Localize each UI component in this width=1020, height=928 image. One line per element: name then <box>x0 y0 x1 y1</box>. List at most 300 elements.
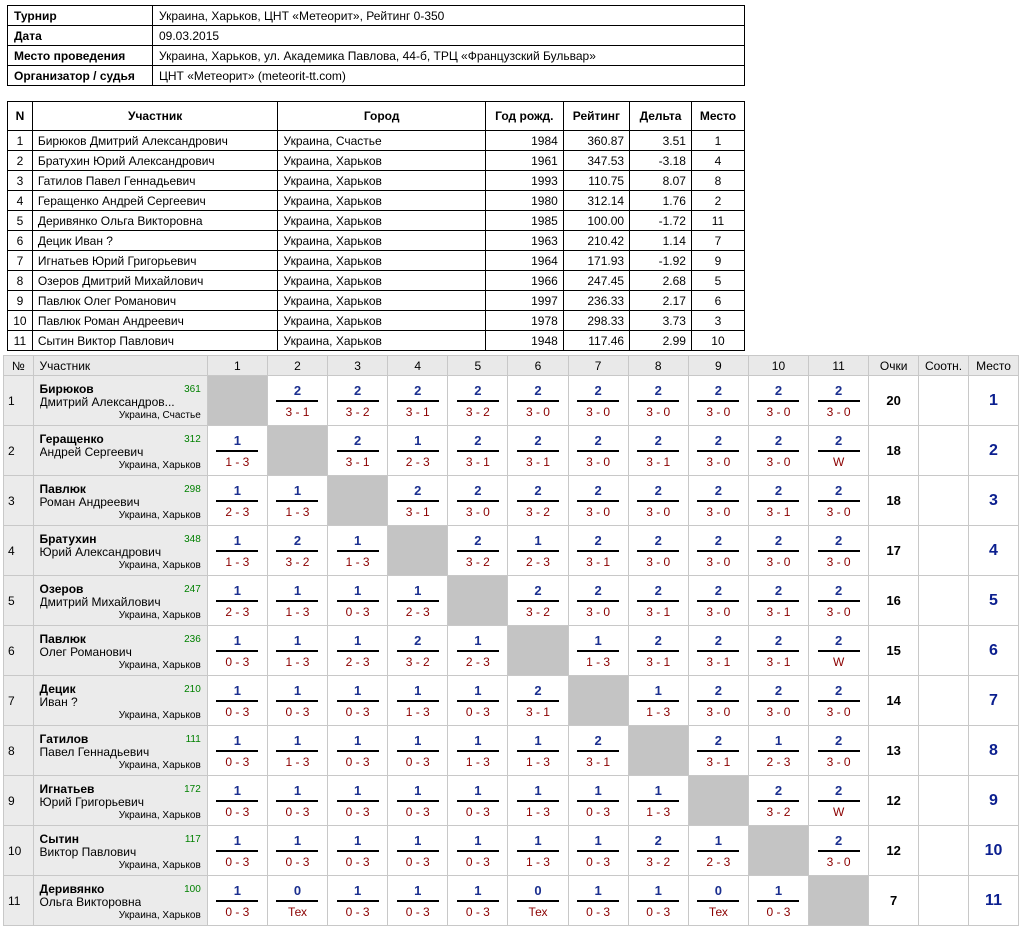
participant-cell: 1978 <box>485 311 563 331</box>
self-cell <box>748 826 808 876</box>
game-score: 3 - 1 <box>285 404 310 419</box>
game-points: 2 <box>774 782 783 798</box>
game-points: 2 <box>714 432 722 448</box>
info-label: Место проведения <box>8 46 153 66</box>
game-cell <box>448 676 508 726</box>
game-points: 1 <box>594 832 602 848</box>
game-points: 2 <box>414 382 422 398</box>
game-points: 1 <box>233 782 241 798</box>
game-points: 2 <box>353 382 362 398</box>
game-points: 1 <box>233 882 241 898</box>
game-cell <box>267 826 327 876</box>
participant-cell: 1961 <box>485 151 563 171</box>
game-cell <box>568 726 628 776</box>
game-divider <box>818 600 860 602</box>
game-cell <box>328 376 388 426</box>
game-cell <box>328 876 388 926</box>
cross-player-cell <box>33 376 207 426</box>
player-last-name: Павлюк <box>39 632 86 646</box>
self-cell <box>267 426 327 476</box>
game-cell <box>508 726 568 776</box>
cross-player-cell <box>33 676 207 726</box>
game-score: Тех <box>528 904 548 919</box>
participant-cell: 236.33 <box>563 291 629 311</box>
game-points: 1 <box>353 682 362 698</box>
game-cell <box>628 826 688 876</box>
player-first-name: Юрий Александрович <box>39 545 162 559</box>
game-divider <box>577 900 619 902</box>
game-cell <box>628 776 688 826</box>
game-cell <box>508 876 568 926</box>
game-score: 0 - 3 <box>225 754 250 769</box>
final-place: 9 <box>969 776 1019 826</box>
game-divider <box>577 600 619 602</box>
game-divider <box>697 850 739 852</box>
player-last-name: Братухин <box>39 532 97 546</box>
game-points: 1 <box>474 632 482 648</box>
player-first-name: Олег Романович <box>39 645 132 659</box>
participant-row <box>8 171 745 191</box>
game-divider <box>216 450 258 452</box>
player-first-name: Ольга Викторовна <box>39 895 142 909</box>
game-points: 2 <box>834 382 843 398</box>
game-points: 2 <box>534 432 542 448</box>
game-cell <box>748 526 808 576</box>
game-score: 1 - 3 <box>646 804 671 819</box>
game-divider <box>216 850 258 852</box>
participant-cell: 1.76 <box>630 191 692 211</box>
game-cell <box>448 376 508 426</box>
game-points: 2 <box>474 532 482 548</box>
game-cell <box>748 476 808 526</box>
game-divider <box>337 650 379 652</box>
game-score: 0 - 3 <box>345 854 370 869</box>
game-divider <box>337 750 379 752</box>
game-divider <box>697 700 739 702</box>
game-points: 1 <box>474 882 482 898</box>
game-points: 1 <box>414 782 422 798</box>
total-points: 14 <box>869 676 919 726</box>
ratio-cell <box>919 426 969 476</box>
game-divider <box>697 900 739 902</box>
participant-cell: Игнатьев Юрий Григорьевич <box>32 251 278 271</box>
ratio-cell <box>919 876 969 926</box>
player-last-name: Павлюк <box>39 482 86 496</box>
info-value: ЦНТ «Метеорит» (meteorit-tt.com) <box>153 66 745 86</box>
game-score: 3 - 0 <box>706 704 731 719</box>
game-points: 2 <box>654 482 662 498</box>
player-rating: 111 <box>185 734 201 745</box>
participant-cell: Децик Иван ? <box>32 231 278 251</box>
game-score: 0 - 3 <box>225 704 250 719</box>
participant-cell: Украина, Харьков <box>278 211 485 231</box>
game-points: 2 <box>293 532 302 548</box>
cross-row-num: 1 <box>4 376 34 426</box>
participant-cell: 247.45 <box>563 271 629 291</box>
game-cell <box>628 626 688 676</box>
cross-row-num: 10 <box>4 826 34 876</box>
game-points: 2 <box>654 382 662 398</box>
participant-cell: Павлюк Роман Андреевич <box>32 311 278 331</box>
game-score: 3 - 0 <box>465 504 490 519</box>
cross-row <box>4 576 1019 626</box>
game-score: 2 - 3 <box>405 454 430 469</box>
game-divider <box>337 450 379 452</box>
participant-cell: 2 <box>691 191 744 211</box>
cross-header-opponent: 8 <box>628 356 688 376</box>
participant-row <box>8 191 745 211</box>
game-score: 3 - 0 <box>826 854 851 869</box>
game-points: 1 <box>293 782 302 798</box>
participant-cell: 1980 <box>485 191 563 211</box>
game-score: 0 - 3 <box>586 904 611 919</box>
cross-header-num: № <box>4 356 34 376</box>
participants-header: Место <box>691 102 744 131</box>
game-cell <box>568 526 628 576</box>
game-score: 3 - 2 <box>766 804 791 819</box>
participant-row <box>8 231 745 251</box>
game-score: 3 - 0 <box>646 504 671 519</box>
game-points: 1 <box>714 832 722 848</box>
game-divider <box>577 550 619 552</box>
participant-row <box>8 311 745 331</box>
cross-header-player: Участник <box>33 356 207 376</box>
participant-cell: Гатилов Павел Геннадьевич <box>32 171 278 191</box>
game-points: 1 <box>414 832 422 848</box>
game-points: 2 <box>834 682 843 698</box>
game-divider <box>577 450 619 452</box>
ratio-cell <box>919 626 969 676</box>
game-divider <box>216 600 258 602</box>
player-last-name: Сытин <box>39 832 79 846</box>
ratio-cell <box>919 826 969 876</box>
game-cell <box>388 676 448 726</box>
game-score: 1 - 3 <box>405 704 430 719</box>
participant-row <box>8 131 745 151</box>
tournament-info-table <box>7 5 745 86</box>
participant-cell: 171.93 <box>563 251 629 271</box>
cross-player-cell <box>33 576 207 626</box>
cross-row-num: 11 <box>4 876 34 926</box>
participant-cell: Геращенко Андрей Сергеевич <box>32 191 278 211</box>
participant-cell: 1 <box>691 131 744 151</box>
game-score: 0 - 3 <box>465 904 490 919</box>
game-cell <box>628 476 688 526</box>
game-cell <box>328 576 388 626</box>
game-divider <box>637 400 679 402</box>
participant-cell: Украина, Харьков <box>278 271 485 291</box>
player-city: Украина, Харьков <box>118 560 201 571</box>
participant-cell: -1.72 <box>630 211 692 231</box>
participant-row <box>8 271 745 291</box>
game-divider <box>457 400 499 402</box>
ratio-cell <box>919 776 969 826</box>
participant-cell: Украина, Харьков <box>278 231 485 251</box>
game-points: 1 <box>474 682 482 698</box>
game-divider <box>757 800 799 802</box>
game-cell <box>688 626 748 676</box>
game-divider <box>276 750 318 752</box>
game-divider <box>577 650 619 652</box>
info-value: Украина, Харьков, ЦНТ «Метеорит», Рейтинг 0-350 <box>153 6 745 26</box>
game-score: 0 - 3 <box>225 654 250 669</box>
cross-player-cell <box>33 526 207 576</box>
game-score: 1 - 3 <box>285 654 310 669</box>
game-points: 1 <box>353 882 362 898</box>
game-divider <box>276 900 318 902</box>
game-divider <box>276 650 318 652</box>
game-divider <box>397 450 439 452</box>
game-points: 2 <box>414 482 422 498</box>
game-cell <box>568 776 628 826</box>
info-value: Украина, Харьков, ул. Академика Павлова, 44-б, ТРЦ «Французский Бульвар» <box>153 46 745 66</box>
game-points: 2 <box>834 632 843 648</box>
game-divider <box>457 900 499 902</box>
game-divider <box>457 750 499 752</box>
participant-cell: 1963 <box>485 231 563 251</box>
game-cell <box>688 726 748 776</box>
game-points: 1 <box>474 732 482 748</box>
final-place: 3 <box>969 476 1019 526</box>
game-divider <box>337 600 379 602</box>
game-score: 0 - 3 <box>285 804 310 819</box>
game-points: 1 <box>233 482 241 498</box>
game-score: 0 - 3 <box>766 904 791 919</box>
game-score: 3 - 1 <box>706 654 731 669</box>
participant-cell: 312.14 <box>563 191 629 211</box>
game-points: 1 <box>293 682 302 698</box>
participant-cell: 10 <box>8 311 33 331</box>
game-cell <box>809 776 869 826</box>
self-cell <box>388 526 448 576</box>
info-label: Турнир <box>8 6 153 26</box>
game-points: 2 <box>714 732 722 748</box>
self-cell <box>809 876 869 926</box>
game-cell <box>508 526 568 576</box>
game-points: 2 <box>714 682 722 698</box>
cross-row <box>4 526 1019 576</box>
game-score: 3 - 2 <box>285 554 310 569</box>
game-score: 3 - 0 <box>706 604 731 619</box>
game-points: 2 <box>774 582 783 598</box>
participant-cell: Украина, Харьков <box>278 331 485 351</box>
game-score: 3 - 2 <box>646 854 671 869</box>
game-divider <box>276 400 318 402</box>
game-points: 1 <box>594 782 602 798</box>
game-score: 0 - 3 <box>285 704 310 719</box>
game-divider <box>457 500 499 502</box>
game-points: 1 <box>654 782 662 798</box>
game-score: 2 - 3 <box>465 654 490 669</box>
game-score: 1 - 3 <box>525 754 550 769</box>
game-score: 3 - 1 <box>405 404 430 419</box>
participants-header: Город <box>278 102 485 131</box>
self-cell <box>628 726 688 776</box>
game-points: 1 <box>353 782 362 798</box>
game-score: 3 - 0 <box>706 554 731 569</box>
game-points: 2 <box>714 482 722 498</box>
participant-cell: 110.75 <box>563 171 629 191</box>
participant-cell: 2 <box>8 151 33 171</box>
player-first-name: Дмитрий Михайлович <box>39 595 161 609</box>
game-cell <box>628 426 688 476</box>
game-cell <box>328 676 388 726</box>
game-score: W <box>832 454 845 469</box>
game-cell <box>688 426 748 476</box>
final-place: 7 <box>969 676 1019 726</box>
game-score: 3 - 2 <box>465 554 490 569</box>
game-divider <box>397 650 439 652</box>
game-divider <box>757 450 799 452</box>
game-points: 2 <box>594 482 602 498</box>
game-cell <box>267 376 327 426</box>
game-score: 0 - 3 <box>586 804 611 819</box>
player-rating: 210 <box>184 684 201 695</box>
game-divider <box>577 750 619 752</box>
cross-header-opponent: 1 <box>207 356 267 376</box>
game-points: 1 <box>594 632 602 648</box>
game-divider <box>818 750 860 752</box>
total-points: 15 <box>869 626 919 676</box>
game-cell <box>388 826 448 876</box>
game-score: 3 - 0 <box>826 704 851 719</box>
participant-cell: 2.99 <box>630 331 692 351</box>
game-divider <box>397 800 439 802</box>
game-score: 3 - 0 <box>586 454 611 469</box>
game-score: 3 - 1 <box>525 454 550 469</box>
game-divider <box>397 850 439 852</box>
game-divider <box>397 600 439 602</box>
game-cell <box>688 576 748 626</box>
game-points: 2 <box>834 832 843 848</box>
player-rating: 100 <box>184 884 201 895</box>
participants-header: Год рожд. <box>485 102 563 131</box>
ratio-cell <box>919 376 969 426</box>
total-points: 12 <box>869 776 919 826</box>
game-score: 2 - 3 <box>225 604 250 619</box>
game-cell <box>809 426 869 476</box>
participant-cell: 4 <box>8 191 33 211</box>
participant-cell: 11 <box>691 211 744 231</box>
game-points: 2 <box>534 682 542 698</box>
game-divider <box>577 850 619 852</box>
participant-row <box>8 211 745 231</box>
game-cell <box>328 826 388 876</box>
game-divider <box>637 650 679 652</box>
game-cell <box>207 876 267 926</box>
game-divider <box>757 550 799 552</box>
game-points: 2 <box>834 782 843 798</box>
game-points: 2 <box>474 382 482 398</box>
game-cell <box>508 676 568 726</box>
game-score: 0 - 3 <box>345 604 370 619</box>
game-cell <box>207 776 267 826</box>
game-points: 2 <box>534 482 542 498</box>
game-cell <box>568 876 628 926</box>
game-points: 1 <box>474 782 482 798</box>
game-cell <box>267 476 327 526</box>
info-row <box>8 46 745 66</box>
game-points: 1 <box>353 532 362 548</box>
game-divider <box>517 700 559 702</box>
cross-player-cell <box>33 876 207 926</box>
game-score: 1 - 3 <box>465 754 490 769</box>
game-points: 2 <box>594 382 602 398</box>
game-points: 2 <box>714 582 722 598</box>
player-rating: 247 <box>184 584 201 595</box>
total-points: 18 <box>869 426 919 476</box>
game-points: 1 <box>594 882 602 898</box>
game-score: 0 - 3 <box>405 904 430 919</box>
game-divider <box>397 500 439 502</box>
game-cell <box>508 476 568 526</box>
participant-cell: 2.68 <box>630 271 692 291</box>
game-divider <box>337 700 379 702</box>
game-divider <box>276 500 318 502</box>
game-points: 1 <box>774 732 783 748</box>
game-score: 0 - 3 <box>405 804 430 819</box>
total-points: 17 <box>869 526 919 576</box>
game-cell <box>388 576 448 626</box>
player-city: Украина, Харьков <box>118 860 201 871</box>
game-points: 2 <box>594 732 602 748</box>
game-points: 1 <box>534 532 542 548</box>
total-points: 7 <box>869 876 919 926</box>
game-score: 1 - 3 <box>225 554 250 569</box>
game-cell <box>388 376 448 426</box>
game-divider <box>216 700 258 702</box>
participant-cell: 298.33 <box>563 311 629 331</box>
game-divider <box>697 650 739 652</box>
info-value: 09.03.2015 <box>153 26 745 46</box>
cross-header-opponent: 7 <box>568 356 628 376</box>
game-divider <box>818 550 860 552</box>
cross-header-opponent: 3 <box>328 356 388 376</box>
participant-cell: Деривянко Ольга Викторовна <box>32 211 278 231</box>
game-divider <box>637 850 679 852</box>
self-cell <box>568 676 628 726</box>
game-points: 2 <box>654 832 662 848</box>
game-score: 3 - 1 <box>706 754 731 769</box>
game-divider <box>697 550 739 552</box>
participant-cell: Украина, Харьков <box>278 151 485 171</box>
final-place: 4 <box>969 526 1019 576</box>
cross-header-opponent: 11 <box>809 356 869 376</box>
game-score: 0 - 3 <box>285 854 310 869</box>
participant-cell: 100.00 <box>563 211 629 231</box>
game-score: 3 - 2 <box>465 404 490 419</box>
cross-row <box>4 876 1019 926</box>
game-points: 2 <box>834 732 843 748</box>
game-score: 1 - 3 <box>646 704 671 719</box>
game-divider <box>517 400 559 402</box>
player-rating: 312 <box>184 434 201 445</box>
game-score: 3 - 0 <box>826 404 851 419</box>
game-score: 0 - 3 <box>345 754 370 769</box>
game-score: 2 - 3 <box>706 854 731 869</box>
game-score: 3 - 1 <box>766 604 791 619</box>
game-cell <box>568 626 628 676</box>
game-divider <box>818 700 860 702</box>
participant-cell: 1993 <box>485 171 563 191</box>
cross-header-opponent: 6 <box>508 356 568 376</box>
game-score: 0 - 3 <box>586 854 611 869</box>
player-rating: 117 <box>184 834 201 845</box>
game-divider <box>697 600 739 602</box>
final-place: 5 <box>969 576 1019 626</box>
participant-cell: 3 <box>8 171 33 191</box>
game-score: 0 - 3 <box>345 704 370 719</box>
